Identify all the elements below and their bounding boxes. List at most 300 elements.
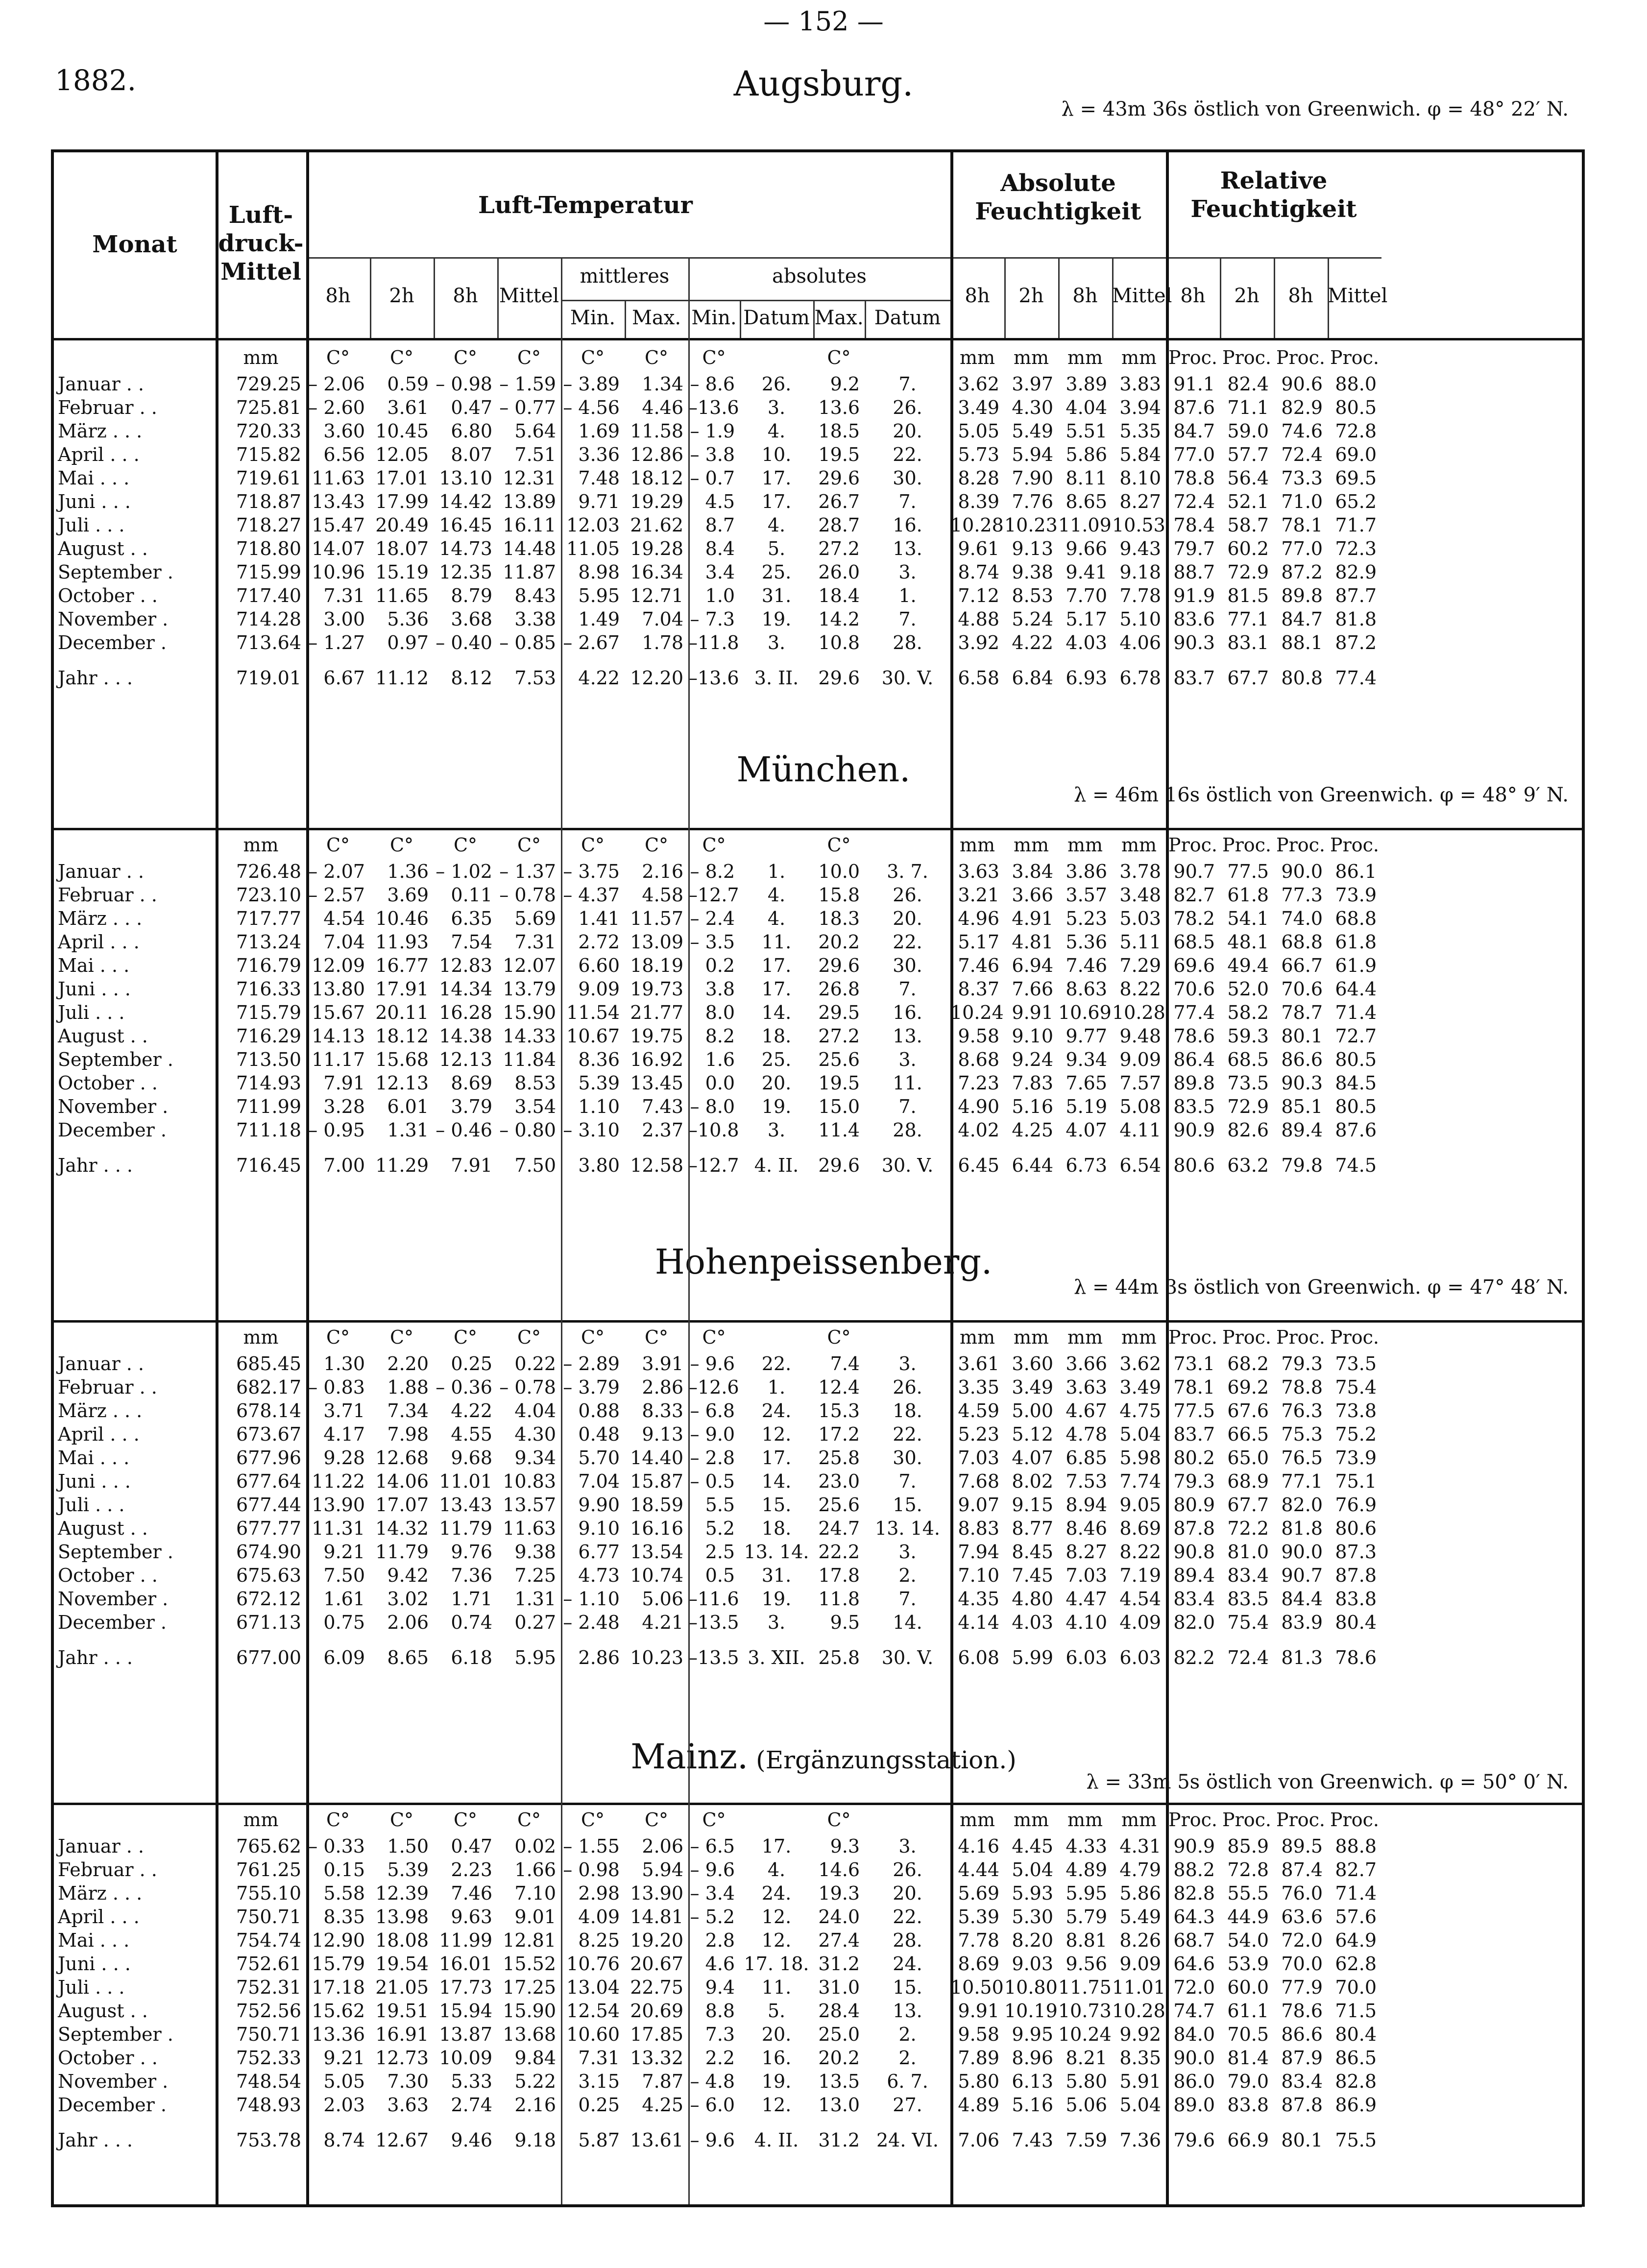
unit-cell — [865, 1323, 950, 1352]
data-cell: 7.06 — [958, 2129, 999, 2151]
data-cell: 4.58 — [642, 884, 683, 906]
data-cell: 8.35 — [323, 1906, 365, 1928]
data-cell: 10.83 — [503, 1471, 556, 1492]
month-label: September . — [58, 561, 173, 583]
data-cell: 20. — [761, 2024, 792, 2045]
data-cell: 5.00 — [1012, 1400, 1053, 1422]
data-cell: 5.06 — [642, 1588, 683, 1610]
data-cell: 7.57 — [1119, 1072, 1161, 1094]
data-cell: 3.49 — [958, 397, 999, 418]
header-sub-14: 8h — [1072, 285, 1098, 307]
data-cell: 49.4 — [1227, 955, 1269, 976]
data-cell: 60.2 — [1227, 538, 1269, 559]
data-cell: 3.71 — [323, 1400, 365, 1422]
data-cell: 4. II. — [754, 1155, 799, 1176]
header-sub-7: Max. — [631, 307, 681, 329]
header-col-rule-7 — [625, 300, 626, 338]
data-cell: 84.4 — [1281, 1588, 1323, 1610]
data-cell: 4.04 — [1066, 397, 1107, 418]
data-cell: 9.34 — [514, 1447, 556, 1469]
data-cell: 17. — [761, 1835, 792, 1857]
month-row — [54, 1929, 1381, 1952]
data-cell: 84.5 — [1335, 1072, 1377, 1094]
data-cell: 17.2 — [818, 1424, 860, 1445]
unit-cell: Proc. — [1330, 347, 1379, 368]
data-cell: 68.2 — [1227, 1353, 1269, 1375]
annual-row — [54, 1142, 1381, 1177]
data-cell: 57.7 — [1227, 444, 1269, 465]
data-cell: 5.24 — [1012, 608, 1053, 630]
data-cell: 1.0 — [705, 585, 735, 606]
data-cell: 78.4 — [1173, 514, 1215, 536]
data-cell: 4.96 — [958, 908, 999, 929]
header-sub-5: Mittel — [499, 285, 559, 307]
data-cell: – 0.40 — [436, 632, 492, 653]
data-cell: 0.02 — [514, 1835, 556, 1857]
data-cell: 23.0 — [818, 1471, 860, 1492]
data-cell: 20.69 — [630, 2000, 683, 2022]
unit-cell: Proc. — [1168, 834, 1217, 856]
data-cell: 6.08 — [958, 1647, 999, 1668]
data-cell: 718.27 — [236, 514, 301, 536]
data-cell: 17. — [761, 467, 792, 489]
data-cell: 682.17 — [236, 1376, 301, 1398]
unit-cell: mm — [1067, 1327, 1103, 1348]
data-cell: 77.5 — [1173, 1400, 1215, 1422]
data-cell: 5.03 — [1119, 908, 1161, 929]
unit-cell: Proc. — [1168, 1809, 1217, 1831]
data-cell: 9.77 — [1066, 1025, 1107, 1047]
data-cell: 3. — [898, 1049, 917, 1070]
data-cell: 78.6 — [1335, 1647, 1377, 1668]
data-cell: 16.11 — [503, 514, 556, 536]
data-cell: 31. — [761, 585, 792, 606]
month-label: Januar . . — [58, 373, 144, 395]
header-sub-4: 8h — [453, 285, 478, 307]
data-cell: 18.07 — [375, 538, 429, 559]
data-cell: 76.9 — [1335, 1494, 1377, 1516]
data-cell: 7.10 — [958, 1565, 999, 1586]
data-cell: 11.75 — [1058, 1977, 1112, 1998]
data-cell: 64.3 — [1173, 1906, 1215, 1928]
data-cell: 3. — [767, 1119, 786, 1141]
data-cell: 9.38 — [1012, 561, 1053, 583]
data-cell: 3. — [767, 1612, 786, 1633]
data-cell: 2. — [898, 1565, 917, 1586]
month-label: April . . . — [58, 931, 140, 953]
data-cell: 2.03 — [323, 2094, 365, 2116]
month-label: Juli . . . — [58, 1002, 125, 1023]
data-cell: 18. — [761, 1025, 792, 1047]
data-cell: 54.1 — [1227, 908, 1269, 929]
month-label: Mai . . . — [58, 1930, 130, 1951]
data-cell: 15.68 — [375, 1049, 429, 1070]
data-cell: 5.36 — [387, 608, 429, 630]
data-cell: 0.11 — [451, 884, 492, 906]
data-cell: 11.54 — [566, 1002, 620, 1023]
month-label: Februar . . — [58, 1376, 157, 1398]
header-sub-2: 8h — [325, 285, 351, 307]
data-cell: 6.77 — [578, 1541, 620, 1563]
data-cell: 83.1 — [1227, 632, 1269, 653]
data-cell: 4.25 — [1012, 1119, 1053, 1141]
data-cell: 4.54 — [1119, 1588, 1161, 1610]
data-cell: 7.12 — [958, 585, 999, 606]
header-sub-9: Datum — [743, 307, 810, 329]
data-cell: 14. — [761, 1002, 792, 1023]
data-cell: 9.58 — [958, 1025, 999, 1047]
data-cell: 3.80 — [578, 1155, 620, 1176]
unit-cell: C° — [581, 1809, 605, 1831]
data-cell: 4.10 — [1066, 1612, 1107, 1633]
data-cell: 29.6 — [818, 1155, 860, 1176]
data-cell: – 1.37 — [499, 861, 556, 882]
data-cell: 4.75 — [1119, 1400, 1161, 1422]
data-cell: – 0.46 — [436, 1119, 492, 1141]
data-cell: 7.23 — [958, 1072, 999, 1094]
data-cell: 5.49 — [1119, 1906, 1161, 1928]
data-cell: 711.18 — [236, 1119, 301, 1141]
data-cell: 8.10 — [1119, 467, 1161, 489]
data-cell: 4.89 — [958, 2094, 999, 2116]
data-cell: – 2.48 — [563, 1612, 620, 1633]
data-cell: 10.8 — [818, 632, 860, 653]
data-cell: 25. — [761, 1049, 792, 1070]
data-cell: 0.15 — [323, 1859, 365, 1881]
unit-cell: mm — [1013, 834, 1049, 856]
data-cell: 87.3 — [1335, 1541, 1377, 1563]
data-cell: 63.6 — [1281, 1906, 1323, 1928]
data-cell: 18.12 — [630, 467, 683, 489]
data-cell: 61.1 — [1227, 2000, 1269, 2022]
data-cell: 3.48 — [1119, 884, 1161, 906]
data-cell: 748.54 — [236, 2071, 301, 2092]
data-cell: 86.6 — [1281, 1049, 1323, 1070]
header-col-rule-17 — [1220, 257, 1221, 338]
column-rule-8 — [688, 257, 690, 2207]
data-cell: – 6.5 — [690, 1835, 735, 1857]
data-cell: 19.28 — [630, 538, 683, 559]
data-cell: 754.74 — [236, 1930, 301, 1951]
unit-cell: mm — [1121, 834, 1157, 856]
data-cell: 8.20 — [1012, 1930, 1053, 1951]
data-cell: 9.21 — [323, 2047, 365, 2069]
data-cell: 69.0 — [1335, 444, 1377, 465]
data-cell: –13.6 — [688, 667, 739, 689]
data-cell: 16. — [893, 514, 922, 536]
data-cell: 19.3 — [818, 1882, 860, 1904]
data-cell: – 0.7 — [690, 467, 735, 489]
month-label: Mai . . . — [58, 467, 130, 489]
data-cell: 78.2 — [1173, 908, 1215, 929]
data-cell: 6.18 — [451, 1647, 492, 1668]
data-cell: 5.05 — [323, 2071, 365, 2092]
header-bottom-rule — [51, 338, 1582, 340]
data-cell: 7.45 — [1012, 1565, 1053, 1586]
data-cell: 80.2 — [1173, 1447, 1215, 1469]
data-cell: – 1.27 — [308, 632, 365, 653]
data-cell: 6.56 — [323, 444, 365, 465]
month-row — [54, 1423, 1381, 1446]
data-cell: 13.10 — [439, 467, 492, 489]
data-cell: 83.4 — [1281, 2071, 1323, 2092]
month-label: Februar . . — [58, 1859, 157, 1881]
month-row — [54, 607, 1381, 631]
data-cell: 82.7 — [1335, 1859, 1377, 1881]
data-cell: 1.88 — [387, 1376, 429, 1398]
data-cell: 8.21 — [1066, 2047, 1107, 2069]
data-cell: 10.23 — [630, 1647, 683, 1668]
data-cell: 19.5 — [818, 1072, 860, 1094]
data-cell: 4.09 — [578, 1906, 620, 1928]
data-cell: 12. — [761, 1930, 792, 1951]
data-cell: 80.4 — [1335, 1612, 1377, 1633]
data-cell: 5.10 — [1119, 608, 1161, 630]
data-cell: 77.4 — [1335, 667, 1377, 689]
unit-cell: mm — [959, 1809, 995, 1831]
data-cell: 716.33 — [236, 978, 301, 1000]
data-cell: 3.36 — [578, 444, 620, 465]
month-row — [54, 1540, 1381, 1564]
data-cell: 90.0 — [1173, 2047, 1215, 2069]
unit-cell: mm — [1121, 347, 1157, 368]
data-cell: 13.54 — [630, 1541, 683, 1563]
data-cell: – 9.6 — [690, 2129, 735, 2151]
data-cell: 80.5 — [1335, 1049, 1377, 1070]
data-cell: 3.8 — [705, 978, 735, 1000]
data-cell: 3. — [898, 1835, 917, 1857]
data-cell: 0.88 — [578, 1400, 620, 1422]
data-cell: 83.6 — [1173, 608, 1215, 630]
data-cell: 10.96 — [312, 561, 365, 583]
data-cell: 14.38 — [439, 1025, 492, 1047]
unit-cell: C° — [389, 1809, 414, 1831]
data-cell: 20.67 — [630, 1953, 683, 1975]
data-cell: 4.04 — [514, 1400, 556, 1422]
unit-cell: mm — [243, 1809, 279, 1831]
data-cell: 82.8 — [1335, 2071, 1377, 2092]
data-cell: 11.87 — [503, 561, 556, 583]
data-cell: –12.6 — [688, 1376, 739, 1398]
data-cell: 12.20 — [630, 667, 683, 689]
data-cell: 30. V. — [881, 1647, 934, 1668]
data-cell: 14.42 — [439, 491, 492, 512]
data-cell: 4.11 — [1119, 1119, 1161, 1141]
data-cell: 70.6 — [1281, 978, 1323, 1000]
month-row — [54, 1976, 1381, 1999]
data-cell: 22. — [893, 1424, 922, 1445]
header-col-rule-14 — [1058, 257, 1060, 338]
month-label: März . . . — [58, 1400, 143, 1422]
station-data-table — [54, 343, 1381, 690]
unit-blank — [54, 1805, 216, 1834]
units-row — [54, 1323, 1381, 1352]
data-cell: 29.6 — [818, 467, 860, 489]
data-cell: 83.7 — [1173, 1424, 1215, 1445]
data-cell: 3.83 — [1119, 373, 1161, 395]
data-cell: 78.8 — [1281, 1376, 1323, 1398]
data-cell: 72.9 — [1227, 561, 1269, 583]
data-cell: 3.78 — [1119, 861, 1161, 882]
data-cell: 8.65 — [1066, 491, 1107, 512]
data-cell: 5.16 — [1012, 1096, 1053, 1117]
data-cell: 7. — [898, 1588, 917, 1610]
data-cell: 3.69 — [387, 884, 429, 906]
data-cell: 73.9 — [1335, 1447, 1377, 1469]
data-cell: 7.34 — [387, 1400, 429, 1422]
data-cell: 58.2 — [1227, 1002, 1269, 1023]
unit-cell: mm — [959, 1327, 995, 1348]
month-label: März . . . — [58, 908, 143, 929]
data-cell: 19.54 — [375, 1953, 429, 1975]
data-cell: – 3.8 — [690, 444, 735, 465]
data-cell: 58.7 — [1227, 514, 1269, 536]
data-cell: 4.21 — [642, 1612, 683, 1633]
data-cell: 2.98 — [578, 1882, 620, 1904]
data-cell: – 8.2 — [690, 861, 735, 882]
data-cell: 723.10 — [236, 884, 301, 906]
data-cell: 87.4 — [1281, 1859, 1323, 1881]
data-cell: 8.98 — [578, 561, 620, 583]
data-cell: 1.34 — [642, 373, 683, 395]
header-monat: Monat — [92, 231, 177, 258]
data-cell: 11.93 — [375, 931, 429, 953]
data-cell: 4.54 — [323, 908, 365, 929]
unit-cell: C° — [517, 347, 541, 368]
data-cell: 12.13 — [375, 1072, 429, 1094]
data-cell: 0.47 — [451, 1835, 492, 1857]
data-cell: 8.02 — [1012, 1471, 1053, 1492]
data-cell: 30. V. — [881, 1155, 934, 1176]
data-cell: 77.1 — [1281, 1471, 1323, 1492]
data-cell: 2.8 — [705, 1930, 735, 1951]
data-cell: 80.8 — [1281, 667, 1323, 689]
data-cell: 62.8 — [1335, 1953, 1377, 1975]
data-cell: 55.5 — [1227, 1882, 1269, 1904]
data-cell: 64.9 — [1335, 1930, 1377, 1951]
data-cell: 90.3 — [1173, 632, 1215, 653]
data-cell: 72.4 — [1173, 491, 1215, 512]
data-cell: 81.4 — [1227, 2047, 1269, 2069]
data-cell: 31. — [761, 1565, 792, 1586]
data-cell: 9.01 — [514, 1906, 556, 1928]
station-coordinates: λ = 43m 36s östlich von Greenwich. φ = 48° 22′ N. — [1061, 98, 1569, 121]
data-cell: 5.51 — [1066, 420, 1107, 442]
data-cell: 8.12 — [451, 667, 492, 689]
data-cell: 72.0 — [1173, 1977, 1215, 1998]
data-cell: 52.1 — [1227, 491, 1269, 512]
month-label: October . . — [58, 1072, 158, 1094]
data-cell: – 1.9 — [690, 420, 735, 442]
data-cell: 8.43 — [514, 585, 556, 606]
data-cell: 8.46 — [1066, 1518, 1107, 1539]
data-cell: 73.5 — [1335, 1353, 1377, 1375]
data-cell: 4. — [767, 514, 786, 536]
month-row — [54, 2023, 1381, 2046]
annual-row — [54, 2117, 1381, 2152]
data-cell: 15.90 — [503, 1002, 556, 1023]
data-cell: 20.49 — [375, 514, 429, 536]
data-cell: 5. — [767, 2000, 786, 2022]
data-cell: 6.09 — [323, 1647, 365, 1668]
data-cell: 22.2 — [818, 1541, 860, 1563]
data-cell: 11.09 — [1058, 514, 1112, 536]
data-cell: 2.86 — [578, 1647, 620, 1668]
data-cell: 3.61 — [387, 397, 429, 418]
data-cell: 6.13 — [1012, 2071, 1053, 2092]
data-cell: 90.0 — [1281, 1541, 1323, 1563]
data-cell: 0.75 — [323, 1612, 365, 1633]
header-col-rule-11 — [865, 300, 866, 338]
data-cell: 3.66 — [1066, 1353, 1107, 1375]
data-cell: 10.50 — [950, 1977, 1004, 1998]
data-cell: 7.04 — [578, 1471, 620, 1492]
month-label: Juni . . . — [58, 978, 131, 1000]
data-cell: 7.91 — [323, 1072, 365, 1094]
month-label: December . — [58, 2094, 167, 2116]
data-cell: 17.8 — [818, 1565, 860, 1586]
data-cell: 2.06 — [642, 1835, 683, 1857]
data-cell: 73.9 — [1335, 884, 1377, 906]
unit-cell: C° — [581, 834, 605, 856]
data-cell: 27.2 — [818, 1025, 860, 1047]
data-cell: 76.3 — [1281, 1400, 1323, 1422]
data-cell: 18. — [893, 1400, 922, 1422]
data-cell: 7.48 — [578, 467, 620, 489]
data-cell: 20.2 — [818, 931, 860, 953]
data-cell: – 0.36 — [436, 1376, 492, 1398]
station-name: München. — [736, 749, 911, 790]
data-cell: 60.0 — [1227, 1977, 1269, 1998]
data-cell: 7.43 — [1012, 2129, 1053, 2151]
header-absolute-feuchtigkeit-0: Absolute — [1000, 169, 1116, 197]
data-cell: 87.8 — [1173, 1518, 1215, 1539]
data-cell: 9.95 — [1012, 2024, 1053, 2045]
data-cell: 8.83 — [958, 1518, 999, 1539]
data-cell: 5.35 — [1119, 420, 1161, 442]
data-cell: 14.33 — [503, 1025, 556, 1047]
data-cell: 4.14 — [958, 1612, 999, 1633]
data-cell: 12. — [761, 1906, 792, 1928]
header-sub-11: Datum — [874, 307, 941, 329]
month-row — [54, 537, 1381, 560]
data-cell: 7.87 — [642, 2071, 683, 2092]
unit-cell: mm — [959, 347, 995, 368]
data-cell: 85.1 — [1281, 1096, 1323, 1117]
data-cell: 12.39 — [375, 1882, 429, 1904]
month-row — [54, 560, 1381, 584]
data-cell: 19.73 — [630, 978, 683, 1000]
data-cell: 86.6 — [1281, 2024, 1323, 2045]
page-number: — 152 — — [763, 6, 884, 37]
month-row — [54, 1858, 1381, 1882]
data-cell: 7.50 — [514, 1155, 556, 1176]
data-cell: 30. — [893, 955, 922, 976]
data-cell: 0.27 — [514, 1612, 556, 1633]
data-cell: 56.4 — [1227, 467, 1269, 489]
data-cell: 2.86 — [642, 1376, 683, 1398]
data-cell: 8.74 — [958, 561, 999, 583]
station-coordinates: λ = 33m 5s östlich von Greenwich. φ = 50° 0′ N. — [1086, 1771, 1569, 1793]
data-cell: 79.6 — [1173, 2129, 1215, 2151]
data-cell: 17.91 — [375, 978, 429, 1000]
data-cell: 752.56 — [236, 2000, 301, 2022]
data-cell: 755.10 — [236, 1882, 301, 1904]
data-cell: 90.7 — [1281, 1565, 1323, 1586]
data-cell: 78.8 — [1173, 467, 1215, 489]
month-row — [54, 907, 1381, 930]
data-cell: 7.76 — [1012, 491, 1053, 512]
